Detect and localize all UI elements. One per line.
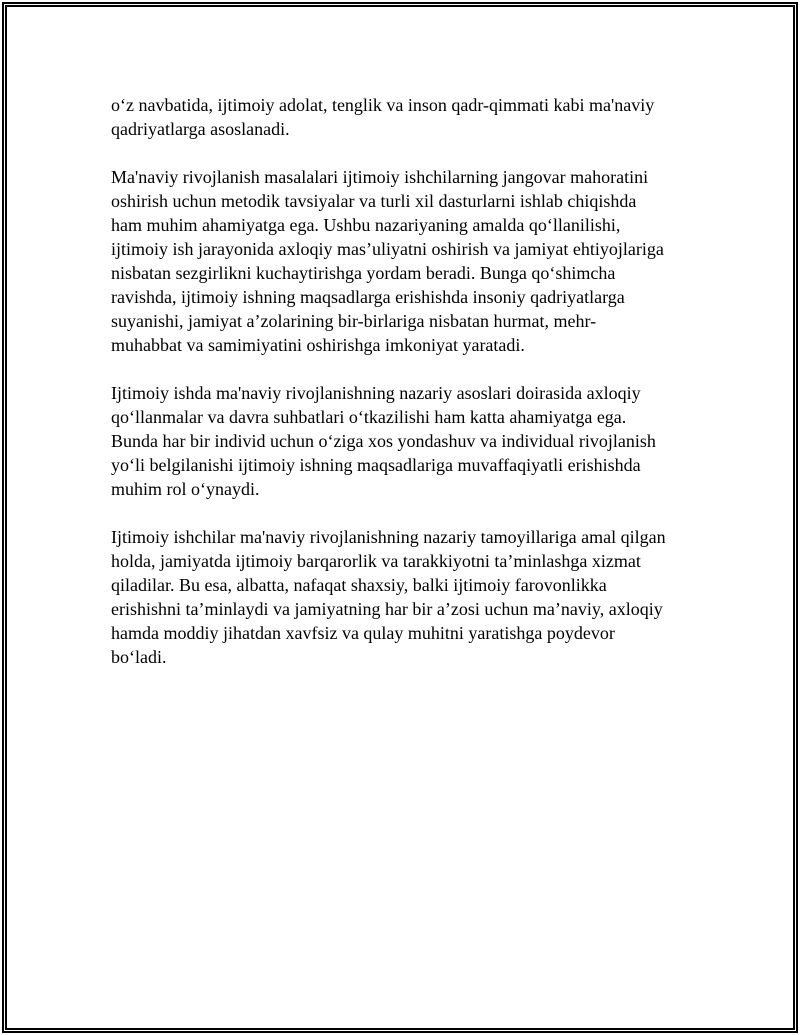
text-line: Ijtimoiy ishchilar ma'naviy rivojlanishning nazariy tamoyillariga amal qilgan — [111, 527, 666, 547]
paragraph-4 — [111, 525, 691, 669]
text-line: oshirish uchun metodik tavsiyalar va turli xil dasturlarni ishlab chiqishda — [111, 191, 637, 211]
text-line: ijtimoiy ish jarayonida axloqiy mas’uliyatni oshirish va jamiyat ehtiyojlariga — [111, 239, 664, 259]
text-line: o‘z navbatida, ijtimoiy adolat, tenglik va inson qadr-qimmati kabi ma'naviy — [111, 95, 655, 115]
text-line: muhabbat va samimiyatini oshirishga imkoniyat yaratadi. — [111, 335, 525, 355]
text-line: Bunda har bir individ uchun o‘ziga xos yondashuv va individual rivojlanish — [111, 431, 656, 451]
text-line: muhim rol o‘ynaydi. — [111, 479, 260, 499]
paragraph-1 — [111, 93, 691, 141]
text-line: qiladilar. Bu esa, albatta, nafaqat shaxsiy, balki ijtimoiy farovonlikka — [111, 575, 607, 595]
paragraph-3 — [111, 381, 691, 501]
text-line: ham muhim ahamiyatga ega. Ushbu nazariyaning amalda qo‘llanilishi, — [111, 215, 621, 235]
text-line: suyanishi, jamiyat a’zolarining bir-birlariga nisbatan hurmat, mehr- — [111, 311, 597, 331]
text-line: nisbatan sezgirlikni kuchaytirishga yordam beradi. Bunga qo‘shimcha — [111, 263, 616, 283]
text-line: yo‘li belgilanishi ijtimoiy ishning maqsadlariga muvaffaqiyatli erishishda — [111, 455, 641, 475]
document-body — [111, 93, 691, 693]
text-line: hamda moddiy jihatdan xavfsiz va qulay muhitni yaratishga poydevor — [111, 623, 615, 643]
text-line: bo‘ladi. — [111, 647, 167, 667]
text-line: erishishni ta’minlaydi va jamiyatning har bir a’zosi uchun ma’naviy, axloqiy — [111, 599, 663, 619]
text-line: Ijtimoiy ishda ma'naviy rivojlanishning nazariy asoslari doirasida axloqiy — [111, 383, 641, 403]
text-line: holda, jamiyatda ijtimoiy barqarorlik va tarakkiyotni ta’minlashga xizmat — [111, 551, 641, 571]
text-line: qo‘llanmalar va davra suhbatlari o‘tkazilishi ham katta ahamiyatga ega. — [111, 407, 627, 427]
paragraph-2 — [111, 165, 691, 357]
text-line: Ma'naviy rivojlanish masalalari ijtimoiy ishchilarning jangovar mahoratini — [111, 167, 649, 187]
text-line: ravishda, ijtimoiy ishning maqsadlarga erishishda insoniy qadriyatlarga — [111, 287, 625, 307]
text-line: qadriyatlarga asoslanadi. — [111, 119, 290, 139]
